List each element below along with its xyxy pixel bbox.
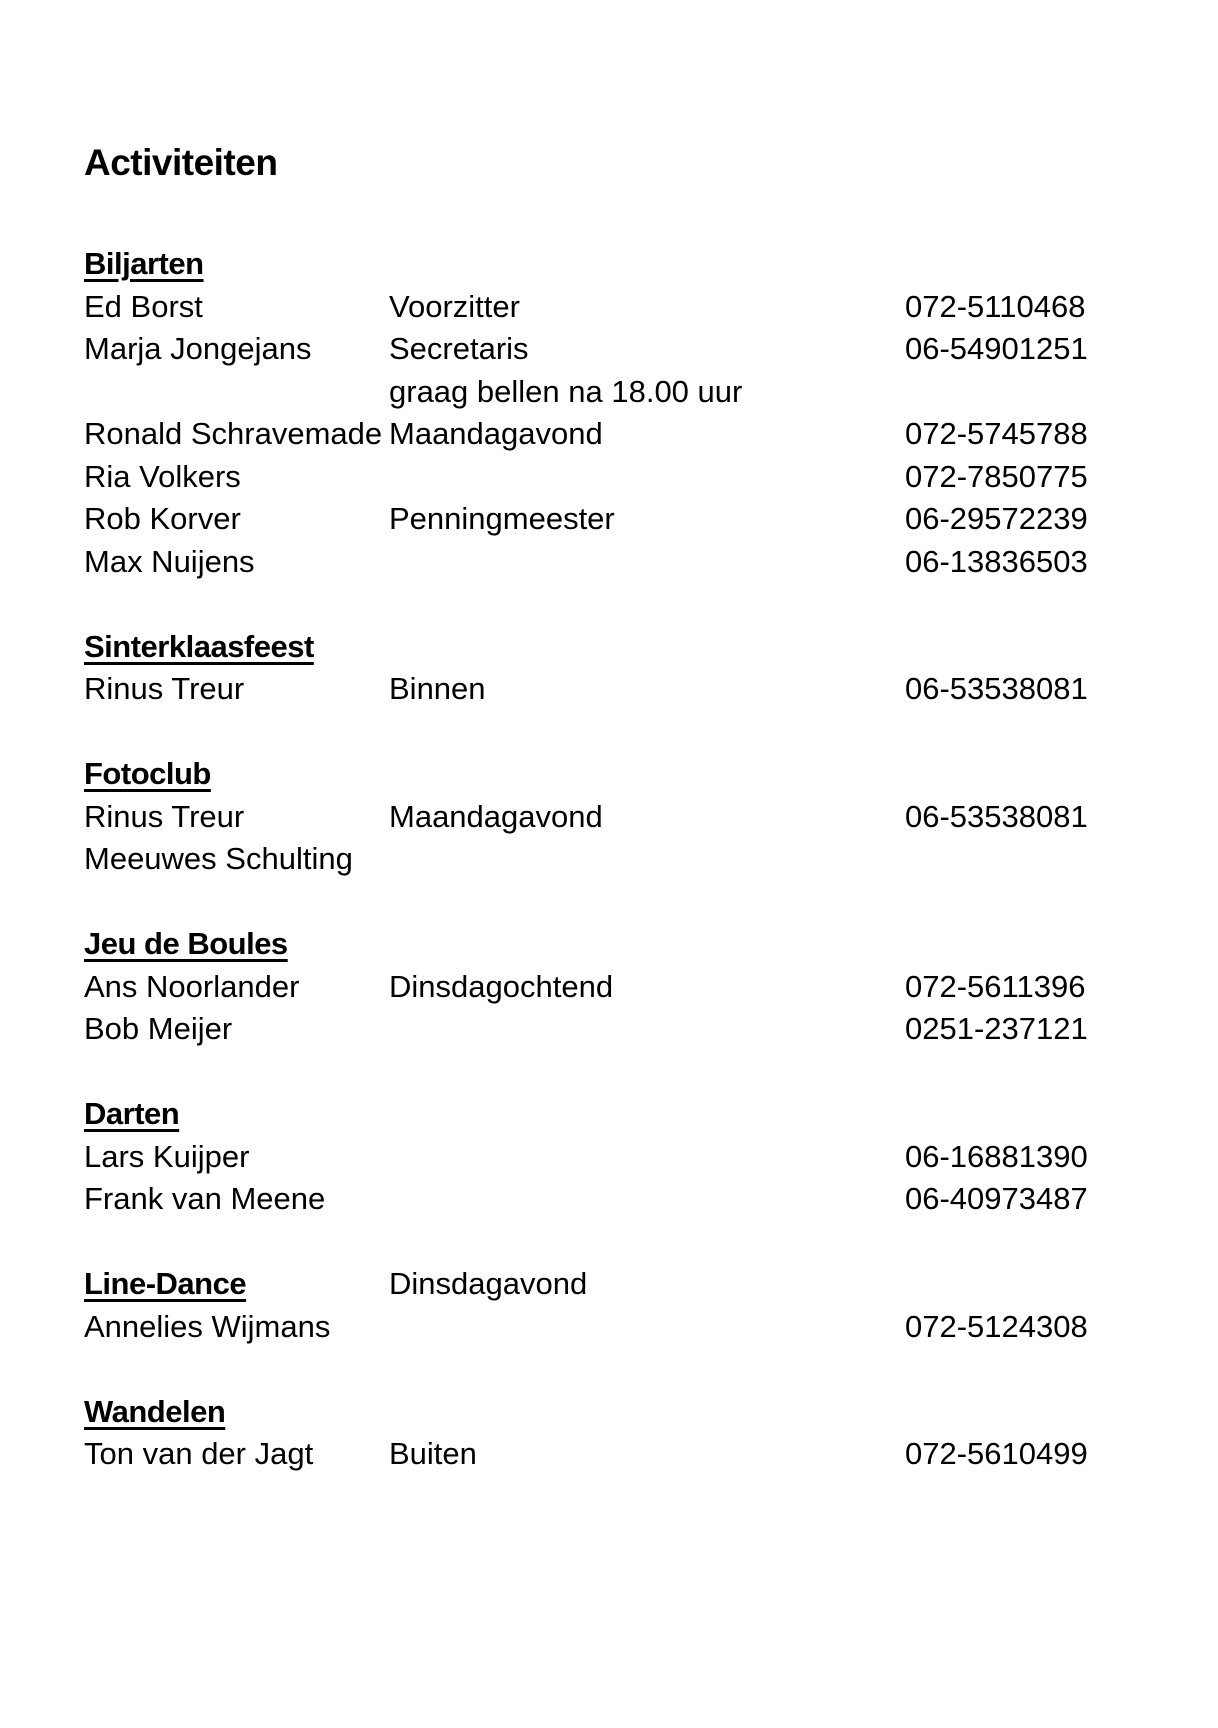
section-heading: Sinterklaasfeest [84, 628, 314, 664]
contact-name: Meeuwes Schulting [84, 841, 353, 876]
activity-row [0, 838, 1218, 881]
contact-name: Rinus Treur [84, 671, 245, 706]
role-or-time: Maandagavond [389, 416, 603, 451]
contact-name: Ton van der Jagt [84, 1436, 314, 1471]
role-or-time: Binnen [389, 671, 486, 706]
blank-row [0, 583, 1218, 626]
activity-row [0, 1263, 1218, 1306]
section-heading: Jeu de Boules [84, 926, 288, 961]
phone-number: 06-53538081 [905, 798, 1088, 834]
role-or-time: graag bellen na 18.00 uur [389, 373, 743, 409]
blank-row [0, 1221, 1218, 1264]
contact-name: Annelies Wijmans [84, 1308, 331, 1344]
activity-row [0, 1093, 1218, 1136]
activity-row [0, 1306, 1218, 1349]
contact-name: Max Nuijens [84, 543, 255, 579]
activities-list [0, 243, 1218, 1476]
phone-number: 072-5124308 [905, 1308, 1088, 1344]
phone-number: 06-16881390 [905, 1138, 1088, 1174]
section-heading-note: Dinsdagavond [389, 1266, 588, 1301]
activity-row [0, 668, 1218, 711]
phone-number: 0251-237121 [905, 1011, 1088, 1046]
phone-number: 06-54901251 [905, 331, 1088, 366]
activity-row [0, 923, 1218, 966]
role-or-time: Penningmeester [389, 501, 615, 536]
contact-name: Bob Meijer [84, 1011, 233, 1046]
activity-row [0, 456, 1218, 499]
contact-name: Ed Borst [84, 288, 203, 324]
contact-name: Ronald Schravemade [84, 416, 383, 451]
phone-number: 06-29572239 [905, 501, 1088, 536]
phone-number: 06-13836503 [905, 543, 1088, 579]
section-heading: Darten [84, 1096, 180, 1131]
activity-row [0, 966, 1218, 1009]
blank-row [0, 1348, 1218, 1391]
role-or-time: Maandagavond [389, 798, 603, 834]
activity-row [0, 753, 1218, 796]
activity-row [0, 371, 1218, 414]
phone-number: 072-5110468 [905, 288, 1086, 324]
page-title: Activiteiten [84, 142, 278, 183]
phone-number: 06-53538081 [905, 671, 1088, 706]
section-heading: Fotoclub [84, 756, 211, 791]
contact-name: Ans Noorlander [84, 968, 300, 1004]
activity-row [0, 1008, 1218, 1051]
contact-name: Frank van Meene [84, 1181, 326, 1216]
activity-row [0, 1391, 1218, 1434]
blank-row [0, 711, 1218, 754]
blank-row [0, 881, 1218, 924]
activity-row [0, 1136, 1218, 1179]
phone-number: 072-5610499 [905, 1436, 1088, 1471]
phone-number: 06-40973487 [905, 1181, 1088, 1216]
section-heading: Wandelen [84, 1393, 226, 1429]
contact-name: Rinus Treur [84, 798, 245, 834]
role-or-time: Dinsdagochtend [389, 968, 614, 1004]
activity-row [0, 796, 1218, 839]
section-heading: Line-Dance [84, 1266, 247, 1301]
activity-row [0, 243, 1218, 286]
contact-name: Lars Kuijper [84, 1138, 250, 1174]
contact-name: Rob Korver [84, 501, 241, 536]
activity-row [0, 626, 1218, 669]
role-or-time: Buiten [389, 1436, 477, 1471]
activity-row [0, 286, 1218, 329]
activity-row [0, 1433, 1218, 1476]
activity-row [0, 328, 1218, 371]
phone-number: 072-7850775 [905, 458, 1088, 494]
activity-row [0, 1178, 1218, 1221]
blank-row [0, 1051, 1218, 1094]
contact-name: Ria Volkers [84, 458, 241, 494]
activity-row [0, 541, 1218, 584]
activity-row [0, 413, 1218, 456]
section-heading: Biljarten [84, 246, 204, 281]
phone-number: 072-5745788 [905, 416, 1088, 451]
activity-row [0, 498, 1218, 541]
role-or-time: Voorzitter [389, 288, 520, 324]
phone-number: 072-5611396 [905, 968, 1086, 1004]
contact-name: Marja Jongejans [84, 331, 312, 366]
role-or-time: Secretaris [389, 331, 529, 366]
